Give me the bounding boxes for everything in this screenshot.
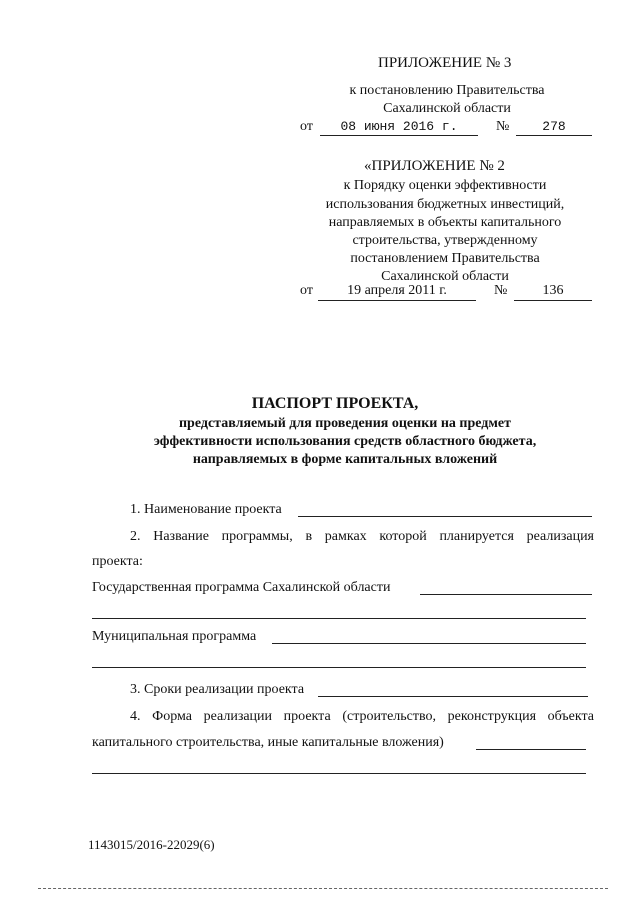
appendix3-num-sign: № bbox=[496, 119, 510, 134]
appendix3-number: 278 bbox=[516, 118, 592, 136]
appendix2-line: Сахалинской области bbox=[381, 269, 509, 284]
appendix2-title: «ПРИЛОЖЕНИЕ № 2 bbox=[364, 158, 505, 174]
state-program-blank-line bbox=[420, 594, 592, 595]
appendix2-line: использования бюджетных инвестиций, bbox=[325, 197, 565, 212]
item4-text-line2: капитального строительства, иные капитальные вложения) bbox=[92, 735, 444, 750]
municipal-program-blank-line-2 bbox=[92, 667, 586, 668]
appendix2-ot-label: от bbox=[300, 283, 313, 298]
state-program-blank-line-2 bbox=[92, 618, 586, 619]
item3-blank-line bbox=[318, 696, 588, 697]
item4-text-line1: 4. Форма реализации проекта (строительство, реконструкция объекта bbox=[130, 709, 594, 724]
appendix2-date: 19 апреля 2011 г. bbox=[318, 282, 476, 301]
item4-blank-line-2 bbox=[92, 773, 586, 774]
item1-label: 1. Наименование проекта bbox=[130, 502, 282, 517]
passport-title: ПАСПОРТ ПРОЕКТА, bbox=[251, 395, 419, 412]
footer-doc-code: 1143015/2016-22029(6) bbox=[88, 837, 215, 852]
passport-subtitle-line: эффективности использования средств областного бюджета, bbox=[153, 434, 537, 449]
scan-edge-line bbox=[38, 888, 608, 889]
municipal-program-blank-line bbox=[272, 643, 586, 644]
appendix2-line: строительства, утвержденному bbox=[352, 233, 538, 248]
appendix3-title: ПРИЛОЖЕНИЕ № 3 bbox=[378, 55, 512, 71]
appendix3-date: 08 июня 2016 г. bbox=[320, 118, 478, 136]
appendix3-line2: Сахалинской области bbox=[383, 101, 511, 116]
item2-text-line2: проекта: bbox=[92, 554, 143, 569]
appendix3-ot-label: от bbox=[300, 119, 313, 134]
appendix2-line: направляемых в объекты капитального bbox=[328, 215, 562, 230]
municipal-program-label: Муниципальная программа bbox=[92, 629, 257, 644]
item4-blank-line bbox=[476, 749, 586, 750]
item1-blank-line bbox=[298, 516, 592, 517]
item3-label: 3. Сроки реализации проекта bbox=[130, 682, 305, 697]
passport-subtitle-line: представляемый для проведения оценки на предмет bbox=[178, 416, 512, 431]
appendix2-line: к Порядку оценки эффективности bbox=[343, 178, 547, 193]
appendix2-line: постановлением Правительства bbox=[350, 251, 540, 266]
passport-subtitle-line: направляемых в форме капитальных вложений bbox=[192, 452, 498, 467]
appendix2-num-sign: № bbox=[494, 283, 508, 298]
state-program-label: Государственная программа Сахалинской области bbox=[92, 580, 391, 595]
appendix2-number: 136 bbox=[514, 282, 592, 301]
item2-text-line1: 2. Название программы, в рамках которой планируется реализация bbox=[130, 529, 594, 544]
appendix3-line1: к постановлению Правительства bbox=[349, 83, 545, 98]
